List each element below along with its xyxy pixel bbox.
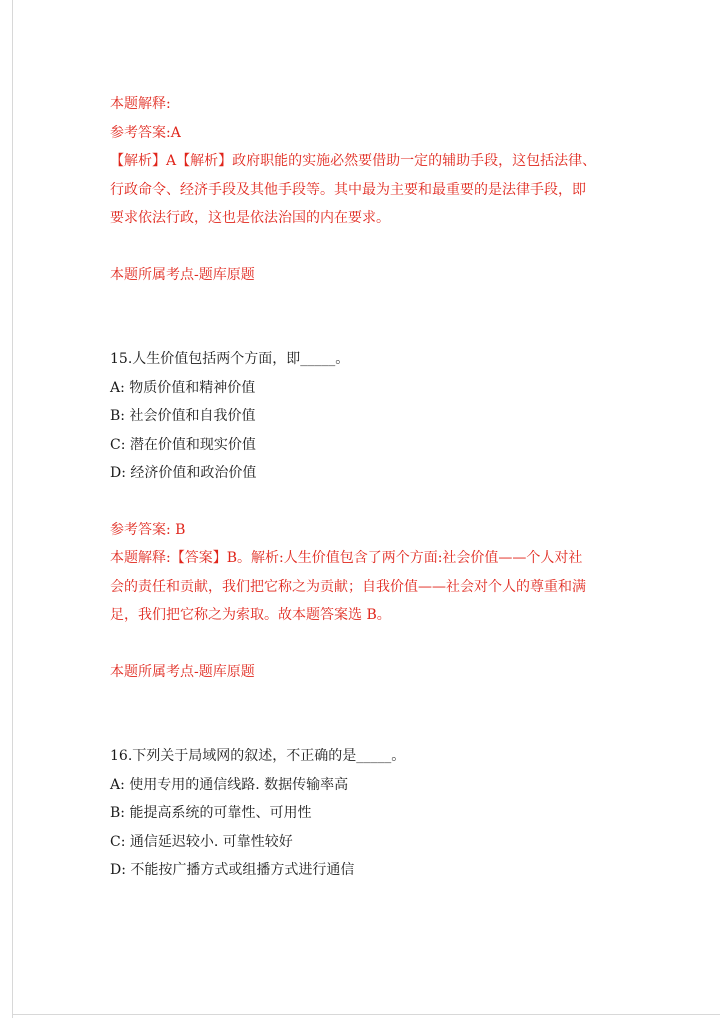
- q15-option-b: B: 社会价值和自我价值: [110, 408, 256, 424]
- q16-option-b: B: 能提高系统的可靠性、可用性: [110, 805, 312, 821]
- q14-answer: 参考答案:A: [110, 124, 181, 141]
- q15-option-d: D: 经济价值和政治价值: [110, 465, 257, 481]
- q15-option-a: A: 物质价值和精神价值: [110, 379, 256, 396]
- q15-explanation-line: 本题解释:【答案】B。解析:人生价值包含了两个方面:社会价值——个人对社: [110, 550, 583, 566]
- q15-answer: 参考答案: B: [110, 521, 186, 538]
- q15-option-c: C: 潜在价值和现实价值: [110, 436, 256, 453]
- page-edge-bottom: [12, 1014, 720, 1015]
- q14-explanation-label: 本题解释:: [110, 96, 171, 112]
- q14-source: 本题所属考点-题库原题: [110, 266, 255, 283]
- q14-analysis-line: 要求依法行政，这也是依法治国的内在要求。: [110, 210, 390, 226]
- q16-question: 16.下列关于局域网的叙述，不正确的是_____。: [110, 748, 406, 764]
- q16-option-a: A: 使用专用的通信线路. 数据传输率高: [110, 776, 349, 793]
- q15-source: 本题所属考点-题库原题: [110, 663, 255, 680]
- q15-explanation-line: 会的责任和贡献，我们把它称之为贡献；自我价值——社会对个人的尊重和满: [110, 578, 586, 595]
- q16-option-c: C: 通信延迟较小. 可靠性较好: [110, 833, 293, 850]
- page-edge-left: [12, 0, 13, 1018]
- q16-option-d: D: 不能按广播方式或组播方式进行通信: [110, 862, 355, 878]
- q14-answer-block: [110, 90, 615, 289]
- q16-block: [110, 742, 615, 885]
- document-content: [110, 90, 615, 885]
- q15-block: [110, 345, 615, 686]
- q15-question: 15.人生价值包括两个方面，即_____。: [110, 351, 350, 367]
- q14-analysis-line: 【解析】A【解析】政府职能的实施必然要借助一定的辅助手段，这包括法律、: [110, 153, 597, 169]
- q14-analysis-line: 行政命令、经济手段及其他手段等。其中最为主要和最重要的是法律手段，即: [110, 181, 586, 198]
- q15-explanation-line: 足，我们把它称之为索取。故本题答案选 B。: [110, 607, 391, 623]
